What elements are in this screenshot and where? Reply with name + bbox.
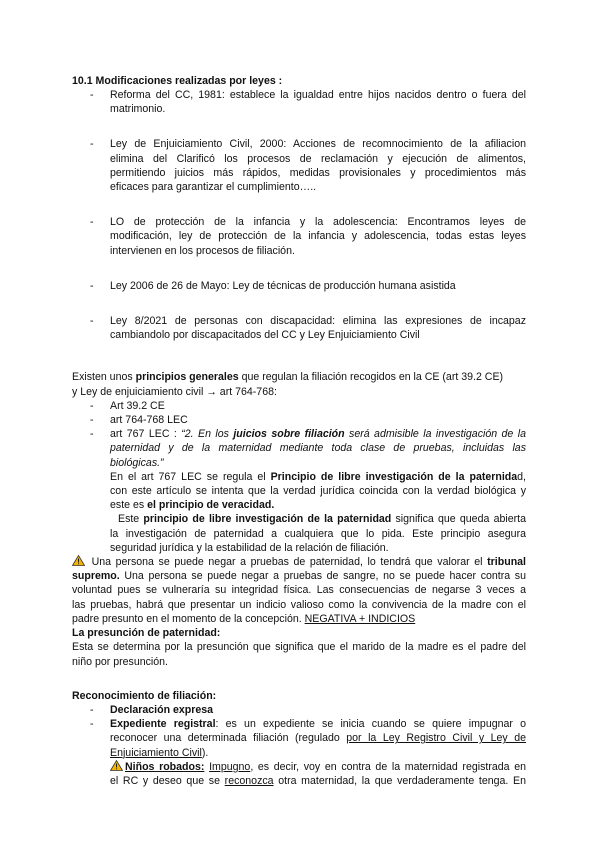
law-item-1981: - Reforma del CC, 1981: establece la igualdad entre hijos nacidos dentro o fuera del matrimonio. [90, 89, 526, 116]
reconocimiento-section [72, 689, 526, 788]
document-page [72, 74, 526, 788]
law-item-2006: - Ley 2006 de 26 de Mayo: Ley de técnicas de producción humana asistida [90, 279, 456, 292]
reconocimiento-item-declaracion: - Declaración expresa [90, 703, 214, 716]
warning-icon [72, 555, 85, 566]
law-item-8-2021: - Ley 8/2021 de personas con discapacidad: elimina las expresiones de incapaz cambiandolo por discapacitados del CC y Ley Enjuiciamiento Civil [90, 315, 526, 342]
tribunal-paragraph: Una persona se puede negar a pruebas de paternidad, lo tendrá que valorar el tribunal supremo. Una persona se puede negar a pruebas de sangre, no se puede hacer contra su voluntad pues se vulneraría su integridad física. Las consecuencias de negarse 3 veces a las pruebas, habrá que presentar un indicio valioso como la convivencia de la madre con el padre presunto en el momento de la concepción. NEGATIVA + INDICIOS [72, 556, 526, 625]
principios-intro: Existen unos principios generales que regulan la filiación recogidos en la CE (art 39.2 CE) y Ley de enjuiciamiento civil → art 764-768: [72, 371, 504, 398]
principio-item-art-767: - art 767 LEC : “2. En los juicios sobre filiación será admisible la investigación de la paternidad y de la maternidad mediante toda clase de pruebas, incluidas las biológicas.” [90, 428, 526, 469]
presuncion-title: La presunción de paternidad: [72, 627, 221, 640]
dash-bullet: - [90, 315, 94, 328]
law-item-lo-infancia: - LO de protección de la infancia y la adolescencia: Encontramos leyes de modificación, ley de protección de la infancia y adolescencia, todas estas leyes intervienen en los procesos de filiación. [90, 216, 526, 257]
principio-item-art-764: - art 764-768 LEC [90, 414, 188, 427]
principio-item-art-39: - Art 39.2 CE [90, 399, 165, 412]
law-item-lec-2000: - Ley de Enjuiciamiento Civil, 2000: Acciones de recomnocimiento de la afiliacion elimina del Clarificó los procesos de reclamación y ejecución de alimentos, permitiendo juicios más rápidos, medidas provisionales y procedimientos más eficaces para garantizar el cumplimiento….. [90, 138, 526, 194]
warning-icon [110, 760, 123, 771]
presuncion-section: La presunción de paternidad: Esta se determina por la presunción que significa que el marido de la madre es el padre del niño por presunción. [72, 627, 526, 668]
arrow-icon: → [206, 385, 217, 398]
section-heading: 10.1 Modificaciones realizadas por leyes : [72, 75, 283, 87]
dash-bullet: - [90, 279, 94, 292]
dash-bullet: - [90, 89, 94, 101]
dash-bullet: - [90, 138, 94, 151]
reconocimiento-title: Reconocimiento de filiación: [72, 689, 217, 702]
reconocimiento-item-expediente: - Expediente registral: es un expediente se inicia cuando se quiere impugnar o reconocer una determinada filiación (regulado por la Ley Registro Civil y Ley de Enjuiciamiento Civil). Niños robados: Impugno, es decir, voy en contra de la maternidad registrada en el RC y deseo que se reconozca otra maternidad, la que verdaderamente tenga. En [90, 718, 527, 787]
principio-libre-investigacion: En el art 767 LEC se regula el Principio de libre investigación de la paternidad, con este artículo se intenta que la verdad jurídica coincida con la verdad biológica y este es el principio de veracidad. Este principio de libre investigación de la paternidad significa que queda abierta la investigación de paternidad a cualquiera que lo pida. Este principio asegura seguridad jurídica y la estabilidad de la relación de filiación. [110, 470, 526, 554]
negativa-indicios-text: NEGATIVA + INDICIOS [304, 612, 416, 625]
dash-bullet: - [90, 216, 94, 229]
